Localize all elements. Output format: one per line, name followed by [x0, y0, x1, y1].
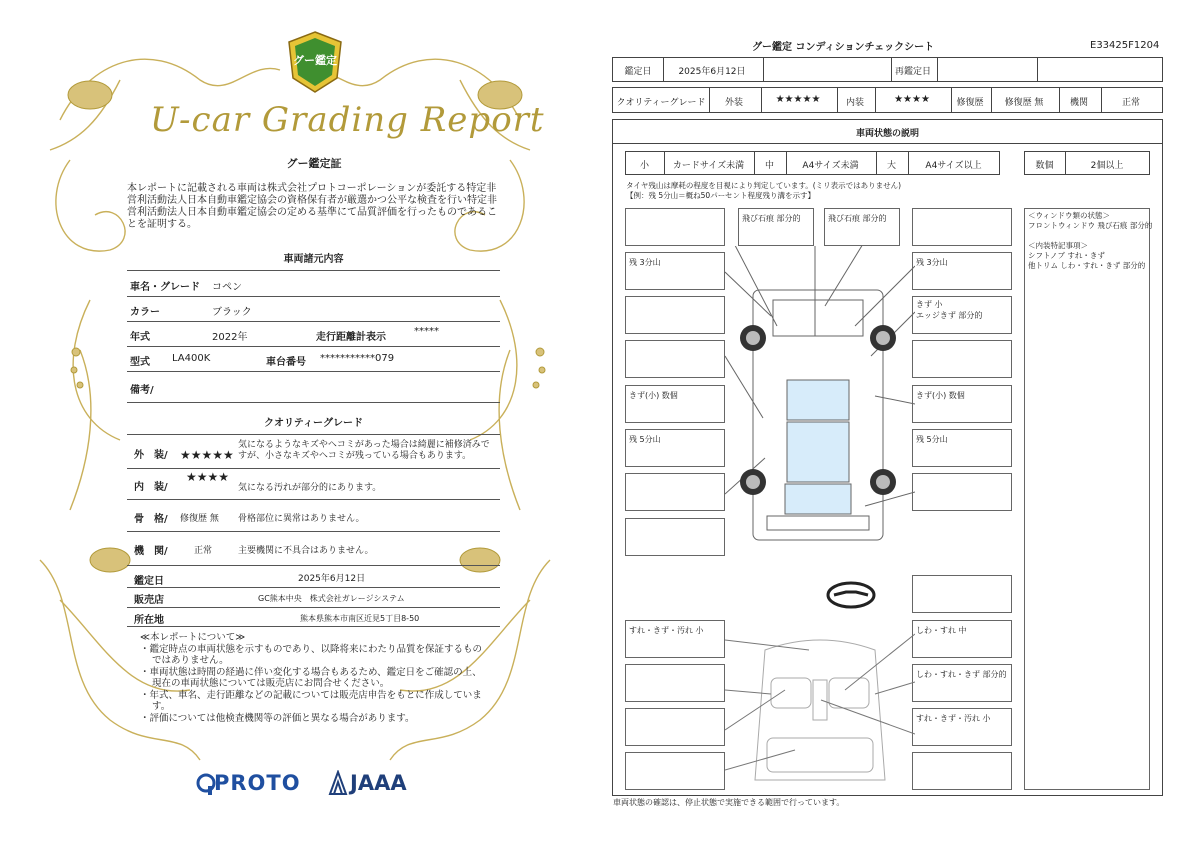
note-box [912, 340, 1012, 378]
size-medium-value: A4サイズ未満 [802, 161, 859, 171]
note-item: ・評価については他検査機関等の評価と異なる場合があります。 [140, 712, 415, 724]
interior-right-note-2: しわ・すれ・きず 部分的 [916, 670, 1007, 679]
divider [127, 587, 500, 588]
exterior-label: 外装 [724, 98, 743, 108]
interior-stars: ★★★★ [186, 470, 230, 484]
tire-front-right-note: 残 3分山 [916, 258, 948, 267]
note-line: シフトノブ すれ・きず [1028, 251, 1105, 260]
note-box [625, 296, 725, 334]
tire-rear-left-note: 残 5分山 [629, 435, 661, 444]
color-value: ブラック [212, 307, 252, 318]
dealer-label: 販売店 [134, 595, 164, 606]
jaaa-logo-text: JAAA [350, 771, 407, 795]
divider [612, 143, 1163, 144]
chassis-label: 車台番号 [266, 357, 306, 368]
count-label: 数個 [1035, 161, 1054, 171]
color-label: カラー [130, 307, 160, 318]
interior-right-note-3: すれ・きず・汚れ 小 [916, 714, 991, 723]
interior-left-note: すれ・きず・汚れ 小 [629, 626, 704, 635]
note-box [912, 708, 1012, 746]
divider [127, 402, 500, 403]
note-box [912, 752, 1012, 790]
divider [127, 499, 500, 500]
engine-value: 正常 [1121, 98, 1140, 108]
car-name-value: コペン [212, 282, 242, 293]
interior-stars: ★★★★ [894, 94, 930, 105]
repair-label: 修復歴 [956, 98, 984, 108]
state-heading: 車両状態の説明 [855, 129, 919, 139]
sheet-title: グー鑑定 コンディションチェックシート [752, 42, 935, 53]
note-box [625, 429, 725, 467]
note-box [912, 385, 1012, 423]
note-item: ・鑑定時点の車両状態を示すものであり、以降将来にわたり品質を保証するものではありません。 [140, 643, 483, 666]
engine-value: 正常 [194, 546, 213, 556]
left-side-scratch-note: きず(小) 数個 [629, 391, 678, 400]
note-box [625, 752, 725, 790]
divider [127, 346, 500, 347]
certificate-body: 本レポートに記載される車両は株式会社プロトコーポレーションが委託する特定非営利活動法人日本自動車鑑定協会の資格保有者が厳選かつ公平な検査を行い特定非営利活動法人日本自動車鑑定協会の定める基準にて品質評価を行ったものであることを証明する。 [127, 183, 497, 230]
size-large-value: A4サイズ以上 [925, 161, 982, 171]
frame-value: 修復歴 無 [180, 514, 219, 524]
car-name-label: 車名・グレード [130, 282, 200, 293]
engine-label: 機関 [1069, 98, 1088, 108]
note-line: ＜ウィンドウ類の状態＞ [1028, 211, 1111, 220]
car-interior-diagram-icon [725, 630, 915, 790]
note-box [625, 252, 725, 290]
engine-label: 機 関/ [134, 546, 168, 557]
note-box [912, 252, 1012, 290]
note-box [625, 620, 725, 658]
interior-label: 内装 [845, 98, 864, 108]
exterior-label: 外 装/ [134, 450, 168, 461]
note-box [625, 208, 725, 246]
report-notes [140, 632, 490, 724]
note-box [625, 340, 725, 378]
tire-example-note: 【例：残 5分山＝概ね50パーセント程度残り溝を示す】 [626, 191, 816, 200]
special-notes [1028, 211, 1152, 271]
proto-logo-icon [196, 772, 216, 796]
divider [127, 321, 500, 322]
mileage-label: 走行距離計表示 [316, 332, 386, 343]
notes-heading: ≪本レポートについて≫ [140, 632, 246, 643]
size-small-value: カードサイズ未満 [672, 161, 745, 171]
size-small-label: 小 [639, 161, 649, 171]
divider [127, 371, 500, 372]
note-box [912, 473, 1012, 511]
mileage-value: ***** [414, 326, 439, 337]
note-line: フロントウィンドウ 飛び石痕 部分的 [1028, 221, 1153, 230]
note-item: ・車両状態は時間の経過に伴い変化する場合もあるため、鑑定日をご確認の上、現在の車両状態については販売店にお問合せください。 [140, 666, 482, 689]
engine-description: 主要機関に不具合はありません。 [238, 546, 374, 556]
certificate-title: グー鑑定証 [286, 157, 342, 170]
note-box [625, 473, 725, 511]
divider [127, 607, 500, 608]
grade-section-heading: クオリティーグレード [264, 418, 363, 429]
note-box [912, 620, 1012, 658]
front-top-note-2: 飛び石痕 部分的 [828, 214, 887, 223]
model-value: LA400K [172, 353, 211, 364]
frame-label: 骨 格/ [134, 514, 168, 525]
interior-label: 内 装/ [134, 482, 168, 493]
exterior-stars: ★★★★★ [180, 448, 234, 462]
divider [127, 434, 500, 435]
steering-wheel-icon [826, 580, 876, 610]
exterior-stars: ★★★★★ [775, 94, 821, 105]
inspection-date-label: 鑑定日 [134, 576, 164, 587]
special-notes-panel [1024, 208, 1153, 790]
date-label: 鑑定日 [624, 67, 652, 77]
sheet-id: E33425F1204 [1090, 40, 1160, 51]
reinspect-label: 再鑑定日 [894, 67, 931, 77]
divider [127, 626, 500, 627]
divider [127, 468, 500, 469]
address-value: 熊本県熊本市南区近見5丁目8-50 [300, 614, 420, 623]
tire-note: タイヤ残山は摩耗の程度を目視により判定しています。(ミリ表示ではありません) [626, 181, 902, 190]
interior-description: 気になる汚れが部分的にあります。 [238, 483, 382, 493]
note-box [625, 385, 725, 423]
remarks-label: 備考/ [130, 385, 154, 396]
note-box [912, 296, 1012, 334]
tire-rear-right-note: 残 5分山 [916, 435, 948, 444]
note-box [912, 429, 1012, 467]
note-line: 他トリム しわ・すれ・きず 部分的 [1028, 261, 1146, 270]
note-box [912, 575, 1012, 613]
note-box [824, 208, 900, 246]
grade-label: クオリティーグレード [616, 98, 706, 108]
badge-text: グー鑑定 [293, 54, 337, 67]
note-item: ・年式、車名、走行距離などの記載については販売店申告をもとに作成しています。 [140, 689, 482, 712]
year-value: 2022年 [212, 332, 248, 343]
note-box [625, 664, 725, 702]
exterior-description: 気になるようなキズやヘコミがあった場合は綺麗に補修済みですが、小さなキズやヘコミが残っている場合もあります。 [238, 440, 490, 461]
year-label: 年式 [130, 332, 150, 343]
count-value: 2個以上 [1090, 161, 1124, 171]
front-top-note-1: 飛び石痕 部分的 [742, 214, 801, 223]
proto-logo-text: PROTO [214, 771, 301, 795]
size-medium-label: 中 [764, 161, 774, 171]
date-value: 2025年6月12日 [678, 67, 746, 77]
jaaa-logo-icon [328, 770, 348, 796]
report-script-title: U-car Grading Report [150, 100, 545, 140]
right-front-scratch-note: きず 小 エッジきず 部分的 [916, 300, 983, 320]
note-box [912, 664, 1012, 702]
spec-section-heading: 車両諸元内容 [283, 254, 344, 265]
note-line: ＜内装特記事項＞ [1028, 241, 1088, 250]
tire-front-left-note: 残 3分山 [629, 258, 661, 267]
divider [127, 296, 500, 297]
sheet-footer: 車両状態の確認は、停止状態で実施できる範囲で行っています。 [613, 798, 845, 807]
divider [127, 531, 500, 532]
frame-description: 骨格部位に異常はありません。 [238, 514, 365, 524]
note-box [625, 708, 725, 746]
right-side-scratch-note: きず(小) 数個 [916, 391, 965, 400]
car-exterior-diagram-icon [725, 246, 915, 546]
chassis-value: ***********079 [320, 353, 395, 364]
grading-report-page [0, 0, 590, 848]
interior-right-note-1: しわ・すれ 中 [916, 626, 967, 635]
dealer-value: GC熊本中央 株式会社ガレージシステム [258, 594, 405, 603]
inspection-date-value: 2025年6月12日 [298, 574, 366, 584]
divider [127, 270, 500, 271]
size-large-label: 大 [886, 161, 896, 171]
repair-value: 修復歴 無 [1004, 98, 1044, 108]
note-box [912, 208, 1012, 246]
note-box [625, 518, 725, 556]
note-box [738, 208, 814, 246]
address-label: 所在地 [134, 615, 164, 626]
note-spacer [1028, 231, 1152, 241]
divider [127, 565, 500, 566]
model-label: 型式 [130, 357, 150, 368]
